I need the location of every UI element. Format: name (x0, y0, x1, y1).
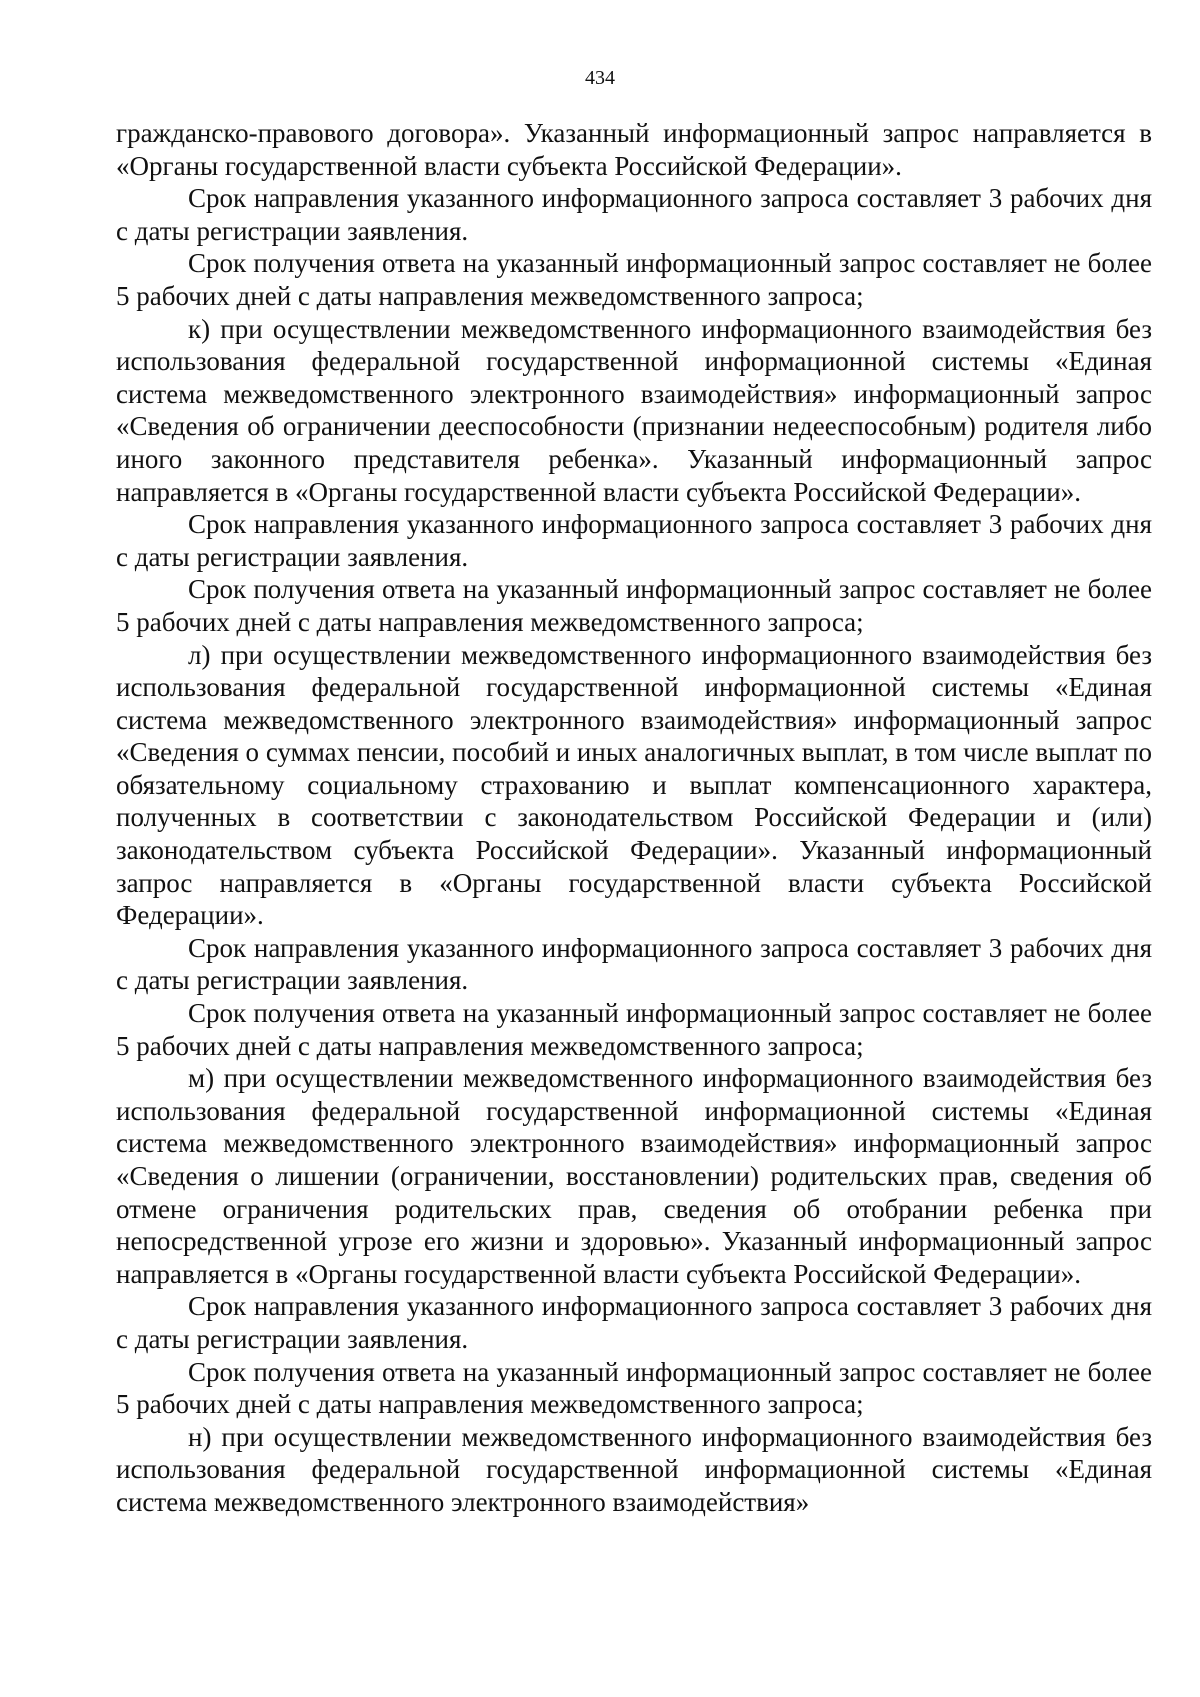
paragraph-response-deadline: Срок получения ответа на указанный информационный запрос составляет не более 5 рабочих дней с даты направления межведомственного запроса; (116, 574, 1152, 637)
paragraph-item-n: н) при осуществлении межведомственного информационного взаимодействия без использования федеральной государственной информационной системы «Единая система межведомственного электронного взаимодействия» (116, 1421, 1152, 1517)
document-body (116, 117, 1152, 1519)
paragraph-request-deadline: Срок направления указанного информационного запроса составляет 3 рабочих дня с даты регистрации заявления. (116, 183, 1152, 246)
paragraph-request-deadline: Срок направления указанного информационного запроса составляет 3 рабочих дня с даты регистрации заявления. (116, 932, 1152, 996)
paragraph-response-deadline: Срок получения ответа на указанный информационный запрос составляет не более 5 рабочих дней с даты направления межведомственного запроса; (116, 1356, 1152, 1420)
paragraph-continuation: гражданско-правового договора». Указанный информационный запрос направляется в «Органы государственной власти субъекта Российской Федерации». (116, 118, 1152, 181)
page-number: 434 (585, 67, 615, 89)
paragraph-item-k: к) при осуществлении межведомственного информационного взаимодействия без использования федеральной государственной информационной системы «Единая система межведомственного электронного взаимодействия» информационный запрос «Сведения об ограничении дееспособности (признании недееспособным) родителя либо иного законного представителя ребенка». Указанный информационный запрос направляется в «Органы государственной власти субъекта Российской Федерации». (116, 313, 1152, 507)
paragraph-response-deadline: Срок получения ответа на указанный информационный запрос составляет не более 5 рабочих дней с даты направления межведомственного запроса; (116, 248, 1152, 311)
paragraph-response-deadline: Срок получения ответа на указанный информационный запрос составляет не более 5 рабочих дней с даты направления межведомственного запроса; (116, 998, 1152, 1061)
paragraph-item-l: л) при осуществлении межведомственного информационного взаимодействия без использования федеральной государственной информационной системы «Единая система межведомственного электронного взаимодействия» информационный запрос «Сведения о суммах пенсии, пособий и иных аналогичных выплат, в том числе выплат по обязательному социальному страхованию и выплат компенсационного характера, полученных в соответствии с законодательством Российской Федерации и (или) законодательством субъекта Российской Федерации». Указанный информационный запрос направляется в «Органы государственной власти субъекта Российской Федерации». (116, 639, 1152, 931)
paragraph-item-m: м) при осуществлении межведомственного информационного взаимодействия без использования федеральной государственной информационной системы «Единая система межведомственного электронного взаимодействия» информационный запрос «Сведения о лишении (ограничении, восстановлении) родительских прав, сведения об отмене ограничения родительских прав, сведения об отобрании ребенка при непосредственной угрозе его жизни и здоровью». Указанный информационный запрос направляется в «Органы государственной власти субъекта Российской Федерации». (116, 1063, 1152, 1289)
paragraph-request-deadline: Срок направления указанного информационного запроса составляет 3 рабочих дня с даты регистрации заявления. (116, 1291, 1152, 1354)
paragraph-request-deadline: Срок направления указанного информационного запроса составляет 3 рабочих дня с даты регистрации заявления. (116, 509, 1152, 572)
